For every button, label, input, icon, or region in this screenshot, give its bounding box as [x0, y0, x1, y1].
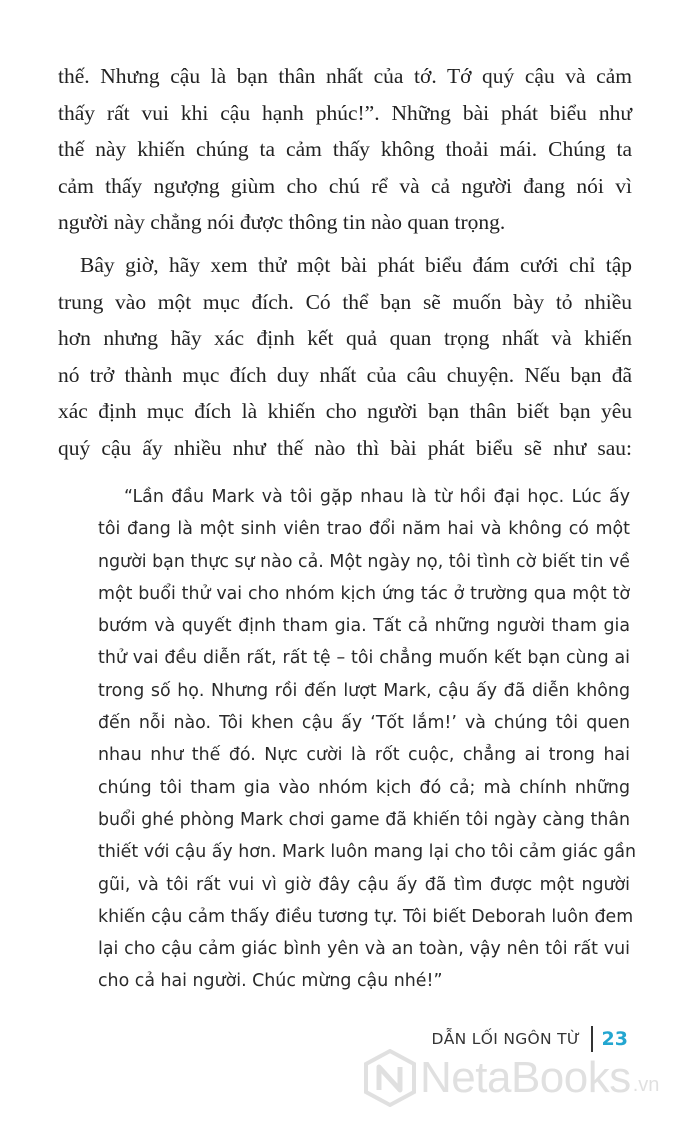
- text-line: thế. Nhưng cậu là bạn thân nhất của tớ. Tớ quý cậu và cảm: [58, 64, 632, 88]
- quote-line: “Lần đầu Mark và tôi gặp nhau là từ hồi đại học. Lúc ấy: [124, 487, 630, 507]
- text-line: trung vào một mục đích. Có thể bạn sẽ muốn bày tỏ nhiều: [58, 289, 632, 314]
- quote-line: người bạn thực sự nào cả. Một ngày nọ, tôi tình cờ biết tin về: [98, 551, 630, 572]
- quote-line: trong số họ. Nhưng rồi đến lượt Mark, cậu ấy đã diễn không: [98, 680, 630, 701]
- netabooks-logo-icon: [364, 1049, 416, 1107]
- watermark-brand: NetaBooks: [420, 1053, 631, 1102]
- watermark-suffix: .vn: [632, 1073, 660, 1096]
- quote-line: cho cả hai người. Chúc mừng cậu nhé!”: [98, 971, 443, 992]
- text-line: thế này khiến chúng ta cảm thấy không thoải mái. Chúng ta: [58, 137, 632, 162]
- quote-line: gũi, và tôi rất vui vì giờ đây cậu ấy đã tìm được một người: [98, 874, 630, 895]
- quote-line: nhau như thế đó. Nực cười là rốt cuộc, chẳng ai trong hai: [98, 745, 630, 766]
- paragraph-1: [58, 58, 632, 241]
- text-line: hơn nhưng hãy xác định kết quả quan trọng nhất và khiến: [58, 326, 632, 351]
- quote-line: khiến cậu cảm thấy điều tương tự. Tôi biết Deborah luôn đem: [98, 906, 634, 927]
- quote-line: một buổi thử vai cho nhóm kịch ứng tác ở trường qua một tờ: [98, 583, 630, 604]
- quote-line: lại cho cậu cảm giác bình yên và an toàn, vậy nên tôi rất vui: [98, 939, 630, 960]
- watermark: [364, 1046, 659, 1110]
- text-line: người này chẳng nói được thông tin nào quan trọng.: [58, 210, 506, 235]
- quoted-speech: [98, 481, 637, 998]
- quote-line: bướm và quyết định tham gia. Tất cả những người tham gia: [98, 616, 630, 637]
- text-line: quý cậu ấy nhiều như thế nào thì bài phát biểu sẽ như sau:: [58, 435, 632, 460]
- paragraph-2: [58, 247, 632, 467]
- quote-line: chúng tôi tham gia vào nhóm kịch đó cả; mà chính những: [98, 777, 630, 798]
- text-line: xác định mục đích là khiến cho người bạn thân biết bạn yêu: [58, 399, 632, 424]
- page-number: 23: [601, 1028, 628, 1050]
- quote-line: tôi đang là một sinh viên trao đổi năm hai và không có một: [98, 519, 630, 540]
- quote-line: thiết với cậu ấy hơn. Mark luôn mang lại cho tôi cảm giác gần: [98, 842, 637, 863]
- text-line: cảm thấy ngượng giùm cho chú rể và cả người đang nói vì: [58, 173, 632, 198]
- text-line: thấy rất vui khi cậu hạnh phúc!”. Những bài phát biểu như: [58, 100, 632, 125]
- quote-line: đến nỗi nào. Tôi khen cậu ấy ‘Tốt lắm!’ và chúng tôi quen: [98, 713, 630, 734]
- quote-line: buổi ghé phòng Mark chơi game đã khiến tôi ngày càng thân: [98, 809, 630, 830]
- book-title: DẪN LỐI NGÔN TỪ: [431, 1030, 581, 1048]
- text-line: nó trở thành mục đích duy nhất của câu chuyện. Nếu bạn đã: [58, 362, 632, 387]
- quote-line: thử vai đều diễn rất, rất tệ – tôi chẳng muốn kết bạn cùng ai: [98, 648, 630, 669]
- text-line: Bây giờ, hãy xem thử một bài phát biểu đám cưới chỉ tập: [80, 253, 632, 277]
